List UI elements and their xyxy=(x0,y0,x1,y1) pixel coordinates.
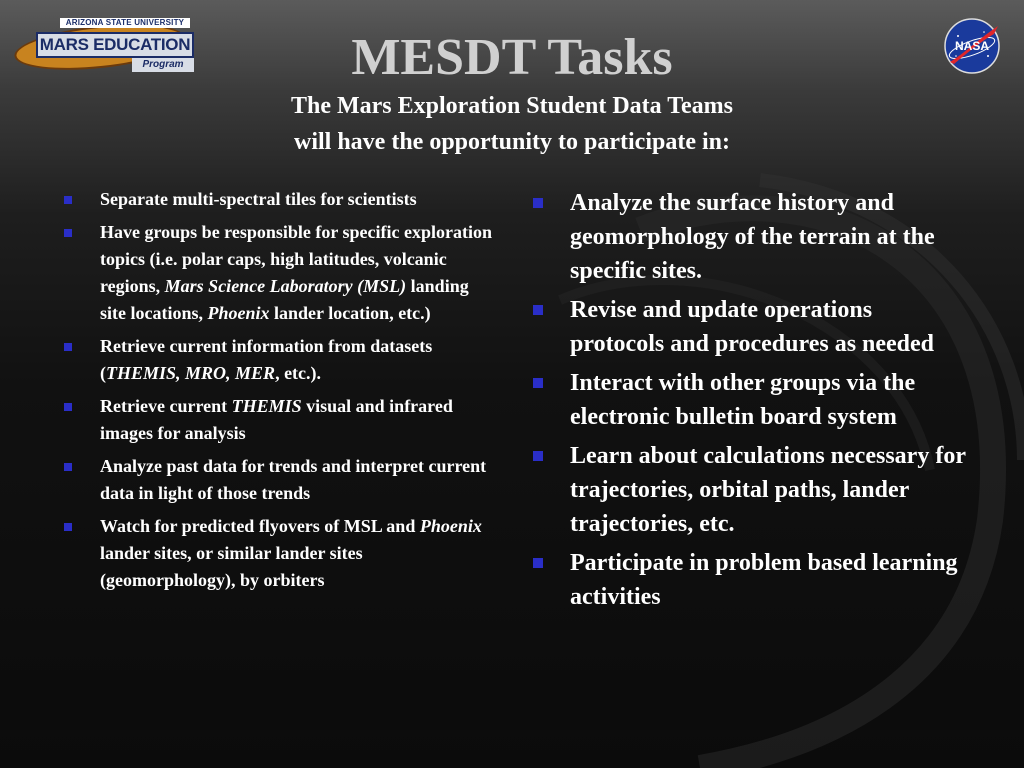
subtitle-line-2: will have the opportunity to participate in: xyxy=(294,129,730,155)
left-bullet-list xyxy=(60,186,496,600)
item-text: Have groups be responsible for specific exploration topics (i.e. polar caps, high latitudes, volcanic regions, xyxy=(100,222,493,296)
square-bullet-icon xyxy=(533,198,543,208)
left-list-item xyxy=(60,186,496,213)
logo-program-text: Program xyxy=(132,58,194,72)
right-bullet-list xyxy=(530,186,970,619)
slide-title: MESDT Tasks xyxy=(351,29,673,86)
square-bullet-icon xyxy=(64,343,72,351)
item-emphasis: Mars Science Laboratory (MSL) xyxy=(164,276,407,296)
nasa-logo-text: NASA xyxy=(954,39,990,53)
item-text: Interact with other groups via the electronic bulletin board system xyxy=(570,370,916,430)
left-list-item xyxy=(60,453,496,507)
item-text: Watch for predicted flyovers of MSL and xyxy=(100,516,420,536)
logo-university-text: ARIZONA STATE UNIVERSITY xyxy=(60,18,190,28)
item-text: Analyze the surface history and geomorphology of the terrain at the specific sites. xyxy=(570,190,935,284)
subtitle-line-1: The Mars Exploration Student Data Teams xyxy=(290,93,734,119)
logo-education-text: EDUCATION xyxy=(93,35,191,54)
item-text: lander location, etc.) xyxy=(269,303,431,323)
item-text: Retrieve current xyxy=(100,396,232,416)
square-bullet-icon xyxy=(64,463,72,471)
square-bullet-icon xyxy=(533,451,543,461)
right-list-item xyxy=(530,439,970,541)
square-bullet-icon xyxy=(64,403,72,411)
item-emphasis: THEMIS, MRO, MER xyxy=(106,363,276,383)
right-list-item xyxy=(530,366,970,434)
item-text: Analyze past data for trends and interpret current data in light of those trends xyxy=(100,456,487,503)
item-text: , etc.). xyxy=(275,363,322,383)
item-emphasis: Phoenix xyxy=(419,516,482,536)
left-list-item xyxy=(60,513,496,594)
left-list-item xyxy=(60,393,496,447)
item-text: Separate multi-spectral tiles for scientists xyxy=(100,189,417,209)
square-bullet-icon xyxy=(64,196,72,204)
square-bullet-icon xyxy=(533,378,543,388)
item-text: landing site locations, xyxy=(100,276,469,323)
right-list-item xyxy=(530,546,970,614)
square-bullet-icon xyxy=(64,523,72,531)
item-text: visual and infrared images for analysis xyxy=(100,396,453,443)
item-text: Participate in problem based learning activities xyxy=(570,550,958,610)
square-bullet-icon xyxy=(64,229,72,237)
square-bullet-icon xyxy=(533,558,543,568)
item-text: lander sites, or similar lander sites (geomorphology), by orbiters xyxy=(100,543,363,590)
item-emphasis: Phoenix xyxy=(207,303,270,323)
left-list-item xyxy=(60,219,496,327)
square-bullet-icon xyxy=(533,305,543,315)
right-list-item xyxy=(530,293,970,361)
slide-subtitle xyxy=(0,88,1024,160)
item-text: Revise and update operations protocols and procedures as needed xyxy=(570,297,935,357)
left-list-item xyxy=(60,333,496,387)
item-text: Retrieve current information from datasets ( xyxy=(100,336,433,383)
logo-mars-text: MARS xyxy=(39,35,89,54)
right-list-item xyxy=(530,186,970,288)
item-emphasis: THEMIS xyxy=(231,396,302,416)
item-text: Learn about calculations necessary for trajectories, orbital paths, lander trajectories, etc. xyxy=(570,443,966,537)
